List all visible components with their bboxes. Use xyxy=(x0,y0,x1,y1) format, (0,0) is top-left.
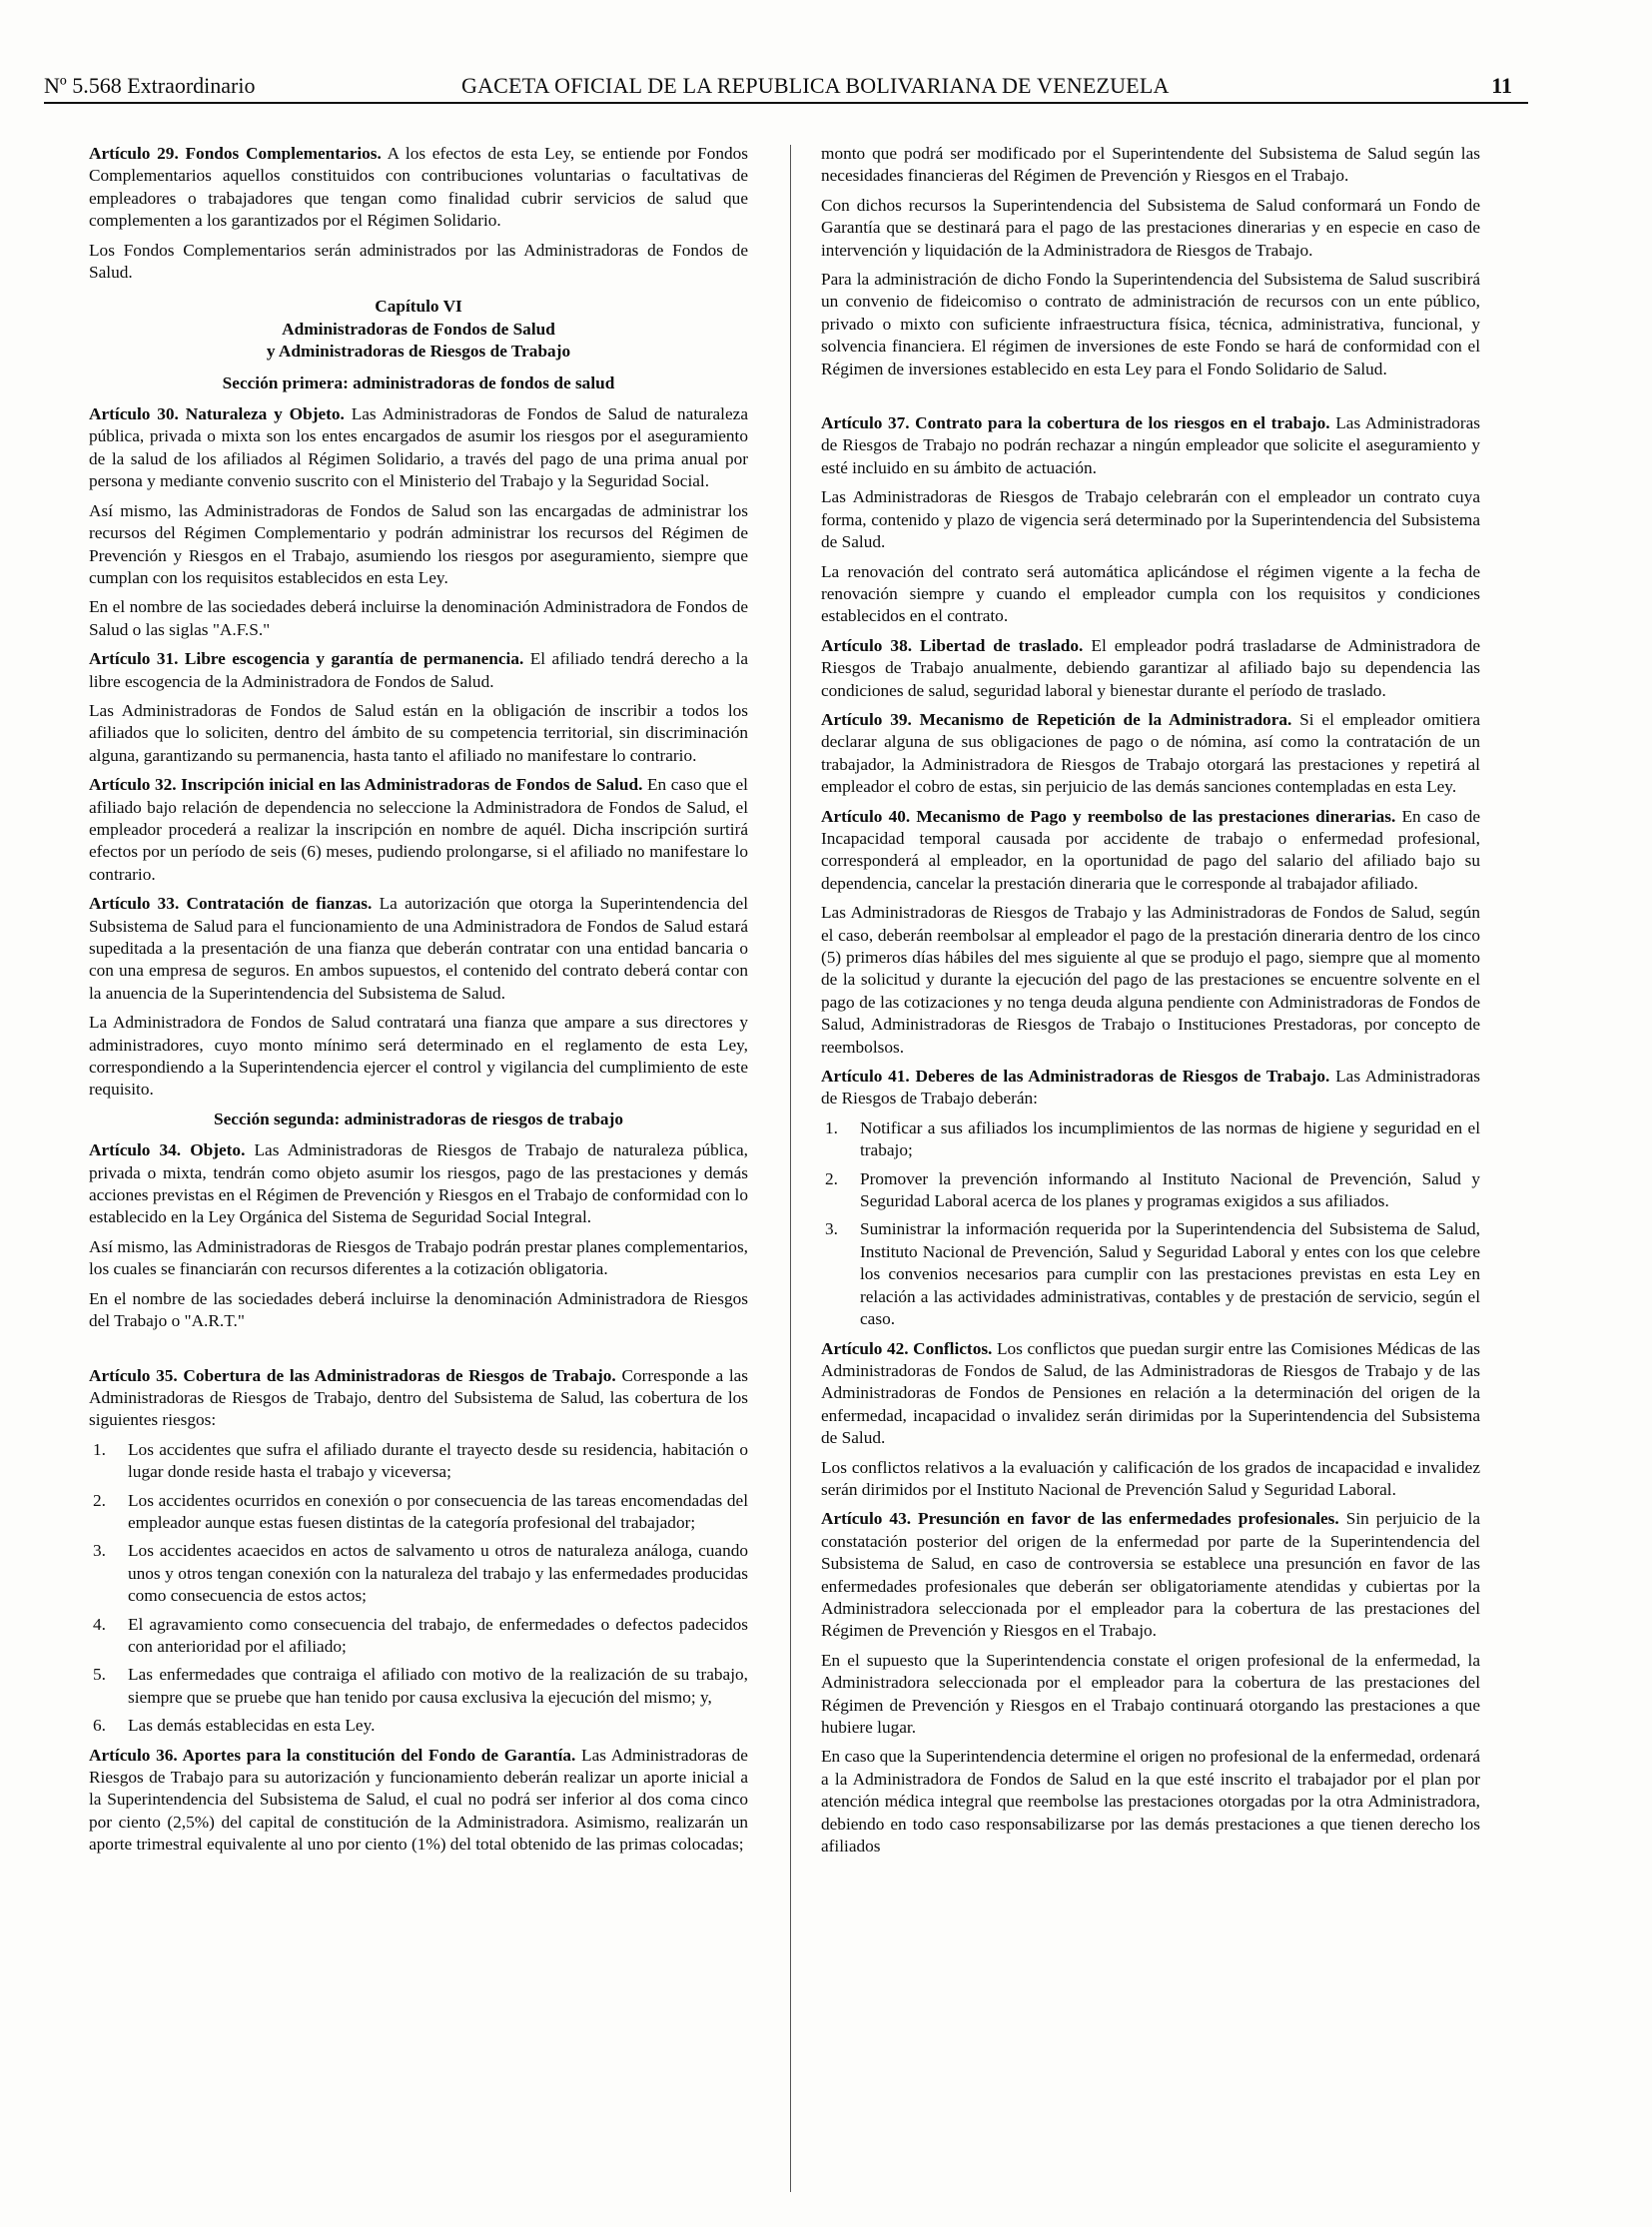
article-title: Artículo 41. Deberes de las Administradoras de Riesgos de Trabajo. xyxy=(821,1067,1330,1087)
list-number: 1. xyxy=(93,1439,106,1459)
article-41 xyxy=(821,1066,1480,1111)
article-30 xyxy=(89,403,748,493)
paragraph: En el nombre de las sociedades deberá incluirse la denominación Administradora de Fondos de Salud o las siglas "A.F.S." xyxy=(89,597,748,639)
list-text: Los accidentes acaecidos en actos de salvamento u otros de naturaleza análoga, cuando unos y otros tengan conexión con la naturaleza del trabajo y las enfermedades producidas como consecuencia de estos actos; xyxy=(128,1541,748,1606)
article-38 xyxy=(821,635,1480,702)
paragraph: Los conflictos relativos a la evaluación y calificación de los grados de incapacidad e invalidez serán dirimidos por el Instituto Nacional de Prevención Salud y Seguridad Laboral. xyxy=(821,1457,1480,1499)
article-title: Artículo 32. Inscripción inicial en las Administradoras de Fondos de Salud. xyxy=(89,775,643,795)
paragraph: Las Administradoras de Fondos de Salud están en la obligación de inscribir a todos los afiliados que lo soliciten, dentro del ámbito de su competencia territorial, sin discriminación alguna, garantizando su permanencia, hasta tanto el afiliado no manifestare lo contrario. xyxy=(89,700,748,765)
page-header xyxy=(44,66,1528,104)
article-title: Artículo 35. Cobertura de las Administradoras de Riesgos de Trabajo. xyxy=(89,1365,616,1385)
left-column xyxy=(89,143,748,2202)
article-text: En caso de Incapacidad temporal causada por accidente de trabajo o enfermedad profesional, corresponderá al empleador, en la oportunidad de pago del salario del afiliado bajo su dependencia, cancelar la prestación dineraria que le corresponde al trabajador afiliado. xyxy=(821,806,1480,893)
paragraph: Así mismo, las Administradoras de Riesgos de Trabajo podrán prestar planes complementarios, los cuales se financiarán con recursos diferentes a la cotización obligatoria. xyxy=(89,1236,748,1279)
article-title: Artículo 37. Contrato para la cobertura de los riesgos en el trabajo. xyxy=(821,413,1330,433)
list-item xyxy=(821,1168,1480,1213)
article-title: Artículo 29. Fondos Complementarios. xyxy=(89,144,382,163)
article-39 xyxy=(821,709,1480,799)
chapter-title-line2: y Administradoras de Riesgos de Trabajo xyxy=(266,342,571,362)
article-text: La autorización que otorga la Superintendencia del Subsistema de Salud para el funcionamiento de una Administradora de Fondos de Salud estará supeditada a la presentación de una fianza que deberán contratar con una entidad bancaria o con una empresa de seguros. En ambos supuestos, el contenido del contrato deberá contar con la anuencia de la Superintendencia del Subsistema de Salud. xyxy=(89,894,748,1003)
list-item xyxy=(821,1117,1480,1162)
numbered-list xyxy=(89,1439,748,1738)
article-title: Artículo 33. Contratación de fianzas. xyxy=(89,894,373,914)
article-42 xyxy=(821,1338,1480,1450)
right-column xyxy=(821,143,1480,2202)
article-title: Artículo 38. Libertad de traslado. xyxy=(821,635,1084,655)
list-number: 2. xyxy=(93,1490,106,1510)
article-text: Las Administradoras de Riesgos de Trabajo no podrán rechazar a ningún empleador que solicite el aseguramiento y esté incluido en su ámbito de actuación. xyxy=(821,413,1480,477)
paragraph: Con dichos recursos la Superintendencia del Subsistema de Salud conformará un Fondo de Garantía que se destinará para el pago de las prestaciones dinerarias y en especie en caso de intervención y liquidación de la Administradora de Riesgos de Trabajo. xyxy=(821,195,1480,260)
list-text: Las enfermedades que contraiga el afiliado con motivo de la realización de su trabajo, siempre que se pruebe que han tenido por causa exclusiva la ejecución del mismo; y, xyxy=(128,1665,748,1707)
list-text: Las demás establecidas en esta Ley. xyxy=(128,1716,376,1736)
list-number: 2. xyxy=(825,1168,838,1188)
list-item xyxy=(821,1218,1480,1330)
list-text: Suministrar la información requerida por la Superintendencia del Subsistema de Salud, Instituto Nacional de Prevención, Salud y Seguridad Laboral y entes con los que celebre los convenios necesarios para cumplir con las prestaciones previstas en esta Ley en relación a las actividades administrativas, contables y de prestación de servicio, según el caso. xyxy=(860,1219,1480,1329)
chapter-title-line1: Administradoras de Fondos de Salud xyxy=(282,319,555,339)
gazette-title: GACETA OFICIAL DE LA REPUBLICA BOLIVARIANA DE VENEZUELA xyxy=(461,73,1170,98)
paragraph: En el supuesto que la Superintendencia constate el origen profesional de la enfermedad, la Administradora seleccionada por el empleador para la cobertura de las prestaciones del Régimen de Prevención y Riesgos en el Trabajo continuará otorgando las prestaciones a que hubiere lugar. xyxy=(821,1650,1480,1737)
list-item xyxy=(89,1490,748,1535)
list-text: El agravamiento como consecuencia del trabajo, de enfermedades o defectos padecidos con anterioridad por el afiliado; xyxy=(128,1614,748,1656)
article-31 xyxy=(89,648,748,693)
column-divider xyxy=(790,145,791,2192)
article-35 xyxy=(89,1365,748,1432)
article-title: Artículo 31. Libre escogencia y garantía de permanencia. xyxy=(89,649,524,669)
chapter-number: Capítulo VI xyxy=(375,297,462,317)
spacer xyxy=(821,387,1480,412)
spacer xyxy=(89,1340,748,1365)
paragraph: Para la administración de dicho Fondo la Superintendencia del Subsistema de Salud suscribirá un convenio de fideicomiso o contrato de administración de recursos con un ente público, privado o mixto con suficiente infraestructura física, técnica, administrativa, funcional, y solvencia financiera. El régimen de inversiones de este Fondo se hará de conformidad con el Régimen de inversiones establecido en esta Ley para el Fondo Solidario de Salud. xyxy=(821,270,1480,378)
article-title: Artículo 39. Mecanismo de Repetición de la Administradora. xyxy=(821,709,1292,729)
article-33 xyxy=(89,893,748,1005)
article-text: En caso que el afiliado bajo relación de dependencia no seleccione la Administradora de Fondos de Salud, el empleador procederá a realizar la inscripción en nombre de aquél. Dicha inscripción surtirá efectos por un período de seis (6) meses, pudiendo prolongarse, si el afiliado no manifestare lo contrario. xyxy=(89,775,748,884)
list-number: 6. xyxy=(93,1716,106,1736)
article-40 xyxy=(821,806,1480,896)
article-text: Las Administradoras de Riesgos de Trabajo deberán: xyxy=(821,1067,1480,1109)
list-item xyxy=(89,1664,748,1709)
list-text: Los accidentes ocurridos en conexión o por consecuencia de las tareas encomendadas del empleador aunque estas fuesen distintas de la categoría profesional del trabajador; xyxy=(128,1490,748,1532)
section-heading: Sección primera: administradoras de fondos de salud xyxy=(222,372,615,392)
article-title: Artículo 42. Conflictos. xyxy=(821,1338,993,1358)
list-number: 3. xyxy=(825,1219,838,1239)
paragraph: monto que podrá ser modificado por el Superintendente del Subsistema de Salud según las necesidades financieras del Régimen de Prevención y Riesgos en el Trabajo. xyxy=(821,144,1480,186)
article-title: Artículo 40. Mecanismo de Pago y reembolso de las prestaciones dinerarias. xyxy=(821,806,1396,826)
article-title: Artículo 30. Naturaleza y Objeto. xyxy=(89,404,345,424)
article-text: Las Administradoras de Fondos de Salud de naturaleza pública, privada o mixta son los entes encargados de asumir los riesgos por el aseguramiento de la salud de los afiliados al Régimen Solidario, a través del pago de una prima anual por persona y mediante convenio suscrito con el Ministerio del Trabajo y la Seguridad Social. xyxy=(89,404,748,491)
list-item xyxy=(89,1614,748,1659)
paragraph: Las Administradoras de Riesgos de Trabajo y las Administradoras de Fondos de Salud, según el caso, deberán reembolsar al empleador el pago de la prestación dineraria dentro de los cinco (5) primeros días hábiles del mes siguiente al que se produjo el pago, siempre que al momento de la solicitud y durante la ejecución del pago de las prestaciones se encuentre solvente en el pago de las cotizaciones y no tenga deuda alguna pendiente con Administradoras de Fondos de Salud, Administradoras de Riesgos de Trabajo o Instituciones Prestadoras, por concepto de reembolsos. xyxy=(821,903,1480,1057)
numbered-list xyxy=(821,1117,1480,1331)
list-item xyxy=(89,1439,748,1484)
section-heading: Sección segunda: administradoras de riesgos de trabajo xyxy=(214,1109,623,1128)
paragraph: Así mismo, las Administradoras de Fondos de Salud son las encargadas de administrar los recursos del Régimen Complementario y podrán administrar los recursos del Régimen de Prevención y Riesgos en el Trabajo, asumiendo los riesgos por aseguramiento, siempre que cumplan con los requisitos establecidos en esta Ley. xyxy=(89,500,748,587)
article-text: El afiliado tendrá derecho a la libre escogencia de la Administradora de Fondos de Salud. xyxy=(89,649,748,691)
article-text: Los conflictos que puedan surgir entre las Comisiones Médicas de las Administradoras de Fondos de Salud, de las Administradoras de Riesgos de Trabajo y de las Administradoras de Fondos de Pensiones en relación a la determinación del origen de la enfermedad, incapacidad o invalidez serán dirimidas por la Superintendencia del Subsistema de Salud. xyxy=(821,1338,1480,1448)
paragraph: La renovación del contrato será automática aplicándose el régimen vigente a la fecha de renovación siempre y cuando el empleador cumpla con los requisitos y condiciones establecidos en el contrato. xyxy=(821,561,1480,626)
list-number: 5. xyxy=(93,1665,106,1685)
paragraph: Los Fondos Complementarios serán administrados por las Administradoras de Fondos de Salud. xyxy=(89,240,748,283)
article-text: Las Administradoras de Riesgos de Trabajo para su autorización y funcionamiento deberán realizar un aporte inicial a la Superintendencia del Subsistema de Salud, el cual no podrá ser inferior al dos coma cinco por ciento (2,5%) del capital de constitución de la Administradora. Asimismo, realizarán un aporte trimestral equivalente al uno por ciento (1%) del total obtenido de las primas colocadas; xyxy=(89,1745,748,1855)
article-text: Las Administradoras de Riesgos de Trabajo de naturaleza pública, privada o mixta, tendrán como objeto asumir los riesgos, pago de las prestaciones y demás acciones previstas en el Régimen de Prevención y Riesgos en el Trabajo de conformidad con lo establecido en la Ley Orgánica del Sistema de Seguridad Social Integral. xyxy=(89,1140,748,1227)
list-number: 3. xyxy=(93,1541,106,1561)
article-text: Si el empleador omitiera declarar alguna de sus obligaciones de pago o de nómina, así como la contratación de un trabajador, la Administradora de Riesgos de Trabajo otorgará las prestaciones y repetirá al empleador el cobro de estas, sin perjuicio de las demás sanciones contempladas en esta Ley. xyxy=(821,709,1480,797)
list-text: Los accidentes que sufra el afiliado durante el trayecto desde su residencia, habitación o lugar donde reside hasta el trabajo y viceversa; xyxy=(128,1439,748,1482)
issue-number: Nº 5.568 Extraordinario xyxy=(44,73,256,98)
article-37 xyxy=(821,412,1480,479)
paragraph: La Administradora de Fondos de Salud contratará una fianza que ampare a sus directores y administradores, cuyo monto mínimo será determinado en el reglamento de esta Ley, correspondiendo a la Superintendencia ejercer el control y vigilancia del cumplimiento de este requisito. xyxy=(89,1013,748,1100)
article-43 xyxy=(821,1508,1480,1642)
article-32 xyxy=(89,774,748,886)
article-36 xyxy=(89,1745,748,1856)
list-number: 4. xyxy=(93,1614,106,1634)
paragraph: En el nombre de las sociedades deberá incluirse la denominación Administradora de Riesgos del Trabajo o "A.R.T." xyxy=(89,1288,748,1331)
list-text: Notificar a sus afiliados los incumplimientos de las normas de higiene y seguridad en el trabajo; xyxy=(860,1117,1480,1160)
paragraph: Las Administradoras de Riesgos de Trabajo celebrarán con el empleador un contrato cuya forma, contenido y plazo de vigencia será determinado por la Superintendencia del Subsistema de Salud. xyxy=(821,487,1480,552)
article-title: Artículo 34. Objeto. xyxy=(89,1140,246,1160)
article-text: A los efectos de esta Ley, se entiende por Fondos Complementarios aquellos constituidos con contribuciones voluntarias o facultativas de empleadores o trabajadores que tengan como finalidad cubrir servicios de salud que complementen a los garantizados por el Régimen Solidario. xyxy=(89,144,748,231)
article-title: Artículo 43. Presunción en favor de las enfermedades profesionales. xyxy=(821,1509,1339,1529)
page-number: 11 xyxy=(1491,73,1512,98)
article-34 xyxy=(89,1139,748,1229)
paragraph: En caso que la Superintendencia determine el origen no profesional de la enfermedad, ordenará a la Administradora de Fondos de Salud en la que esté inscrito el trabajador por el plan por atención médica integral que reembolse las prestaciones otorgadas por la otra Administradora, debiendo en todo caso responsabilizarse por las demás prestaciones a que tienen derecho los afiliados xyxy=(821,1747,1480,1856)
article-title: Artículo 36. Aportes para la constitución del Fondo de Garantía. xyxy=(89,1745,576,1765)
list-item xyxy=(89,1540,748,1607)
list-text: Promover la prevención informando al Instituto Nacional de Prevención, Salud y Seguridad Laboral acerca de los planes y programas exigidos a sus afiliados. xyxy=(860,1168,1480,1211)
article-text: El empleador podrá trasladarse de Administradora de Riesgos de Trabajo anualmente, debiendo garantizar al afiliado bajo su dependencia las condiciones de salud, seguridad laboral y bienestar durante el período de traslado. xyxy=(821,635,1480,700)
article-29 xyxy=(89,143,748,233)
article-text: Sin perjuicio de la constatación posterior del origen de la enfermedad por parte de la Superintendencia del Subsistema de Salud, en caso de controversia se establece una presunción en favor de las enfermedades profesionales que deberán ser obligatoriamente atendidas y cubiertas por la Administradora seleccionada por el empleador para la cobertura de las prestaciones del Régimen de Prevención y Riesgos en el Trabajo. xyxy=(821,1509,1480,1641)
list-number: 1. xyxy=(825,1117,838,1137)
article-text: Corresponde a las Administradoras de Riesgos de Trabajo, dentro del Subsistema de Salud, las cobertura de los siguientes riesgos: xyxy=(89,1365,748,1430)
list-item xyxy=(89,1715,748,1737)
